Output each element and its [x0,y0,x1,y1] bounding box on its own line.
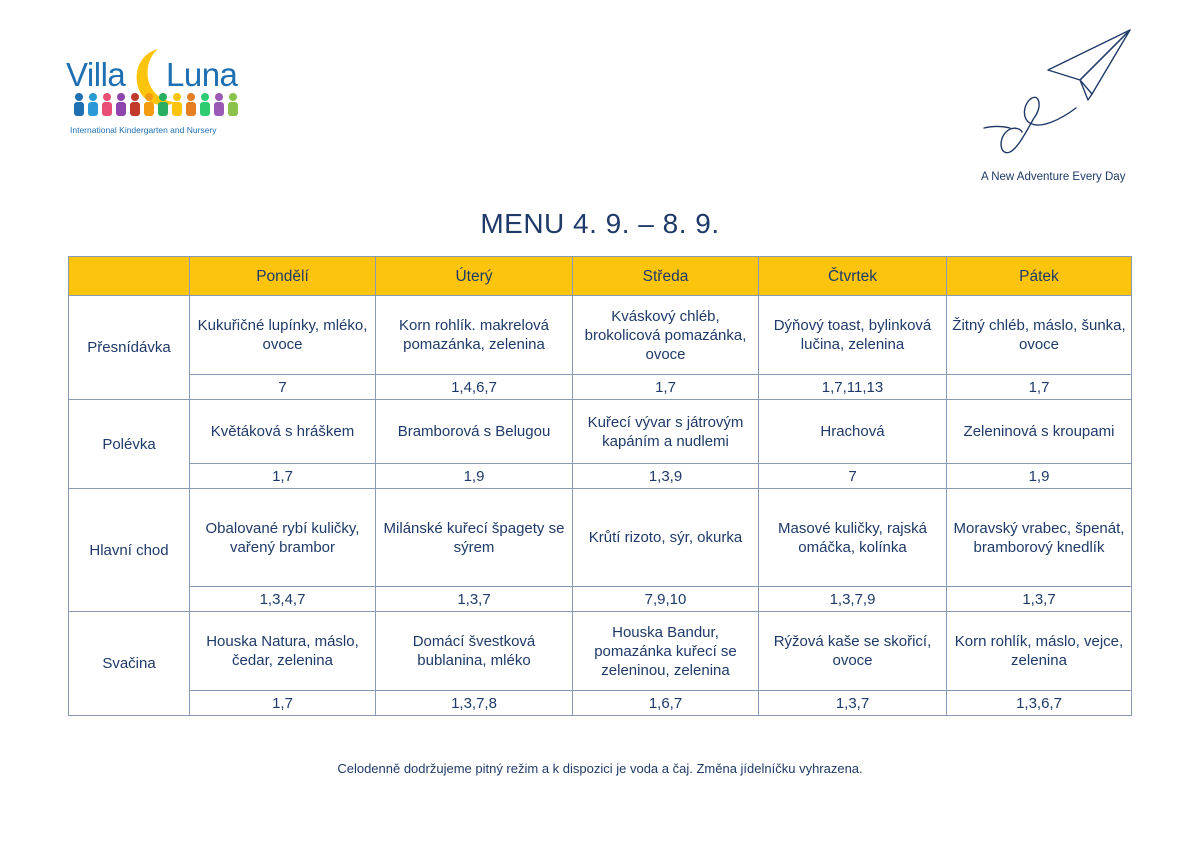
food-cell: Krůtí rizoto, sýr, okurka [573,489,759,587]
allergen-cell: 7 [190,375,376,400]
row-label-hlavni-chod: Hlavní chod [69,489,190,612]
table-header-row [69,257,1132,296]
food-cell: Rýžová kaše se skořicí, ovoce [759,612,947,691]
allergen-cell: 1,7 [190,691,376,716]
food-cell: Kuřecí vývar s játrovým kapáním a nudlemi [573,400,759,464]
allergen-cell: 1,9 [376,464,573,489]
food-cell: Milánské kuřecí špagety se sýrem [376,489,573,587]
food-cell: Zeleninová s kroupami [947,400,1132,464]
logo-word-luna: Luna [166,56,238,93]
paper-plane-icon [980,28,1140,163]
allergen-cell: 1,3,7 [376,587,573,612]
allergen-row-polevka [69,464,1132,489]
allergen-row-presnidavka [69,375,1132,400]
table-row-presnidavka [69,296,1132,375]
allergen-cell: 1,3,7,9 [759,587,947,612]
allergen-cell: 1,9 [947,464,1132,489]
food-cell: Hrachová [759,400,947,464]
food-cell: Žitný chléb, máslo, šunka, ovoce [947,296,1132,375]
menu-table [68,256,1132,716]
food-cell: Obalované rybí kuličky, vařený brambor [190,489,376,587]
allergen-cell: 1,7 [573,375,759,400]
food-cell: Dýňový toast, bylinková lučina, zelenina [759,296,947,375]
food-cell: Korn rohlík, máslo, vejce, zelenina [947,612,1132,691]
header-day-tuesday: Úterý [376,257,573,296]
food-cell: Houska Natura, máslo, čedar, zelenina [190,612,376,691]
row-label-presnidavka: Přesnídávka [69,296,190,400]
table-row-hlavni-chod [69,489,1132,587]
food-cell: Kváskový chléb, brokolicová pomazánka, ovoce [573,296,759,375]
logo-word-villa: Villa [66,56,126,93]
header-day-thursday: Čtvrtek [759,257,947,296]
food-cell: Korn rohlík. makrelová pomazánka, zelenina [376,296,573,375]
logo-tagline: International Kindergarten and Nursery [70,125,217,135]
row-label-polevka: Polévka [69,400,190,489]
header-day-wednesday: Středa [573,257,759,296]
food-cell: Houska Bandur, pomazánka kuřecí se zeleninou, zelenina [573,612,759,691]
header-day-friday: Pátek [947,257,1132,296]
row-label-svacina: Svačina [69,612,190,716]
food-cell: Kukuřičné lupínky, mléko, ovoce [190,296,376,375]
food-cell: Domácí švestková bublanina, mléko [376,612,573,691]
allergen-cell: 1,3,6,7 [947,691,1132,716]
allergen-cell: 1,3,7 [759,691,947,716]
allergen-cell: 7,9,10 [573,587,759,612]
allergen-cell: 1,6,7 [573,691,759,716]
allergen-cell: 1,7 [190,464,376,489]
allergen-cell: 1,7,11,13 [759,375,947,400]
allergen-cell: 1,3,4,7 [190,587,376,612]
allergen-cell: 1,3,9 [573,464,759,489]
allergen-cell: 1,4,6,7 [376,375,573,400]
footer-note: Celodenně dodržujeme pitný režim a k dispozici je voda a čaj. Změna jídelníčku vyhrazena. [337,761,863,776]
food-cell: Masové kuličky, rajská omáčka, kolínka [759,489,947,587]
header-corner-cell [69,257,190,296]
allergen-cell: 1,3,7,8 [376,691,573,716]
allergen-row-hlavni-chod [69,587,1132,612]
villa-luna-logo [66,46,246,141]
food-cell: Květáková s hráškem [190,400,376,464]
food-cell: Moravský vrabec, špenát, bramborový knedlík [947,489,1132,587]
page-title: MENU 4. 9. – 8. 9. [480,208,720,239]
allergen-cell: 1,7 [947,375,1132,400]
food-cell: Bramborová s Belugou [376,400,573,464]
header-day-monday: Pondělí [190,257,376,296]
allergen-row-svacina [69,691,1132,716]
slogan: A New Adventure Every Day [981,171,1126,183]
table-row-svacina [69,612,1132,691]
children-figures-icon [72,92,240,118]
table-row-polevka [69,400,1132,464]
allergen-cell: 7 [759,464,947,489]
allergen-cell: 1,3,7 [947,587,1132,612]
